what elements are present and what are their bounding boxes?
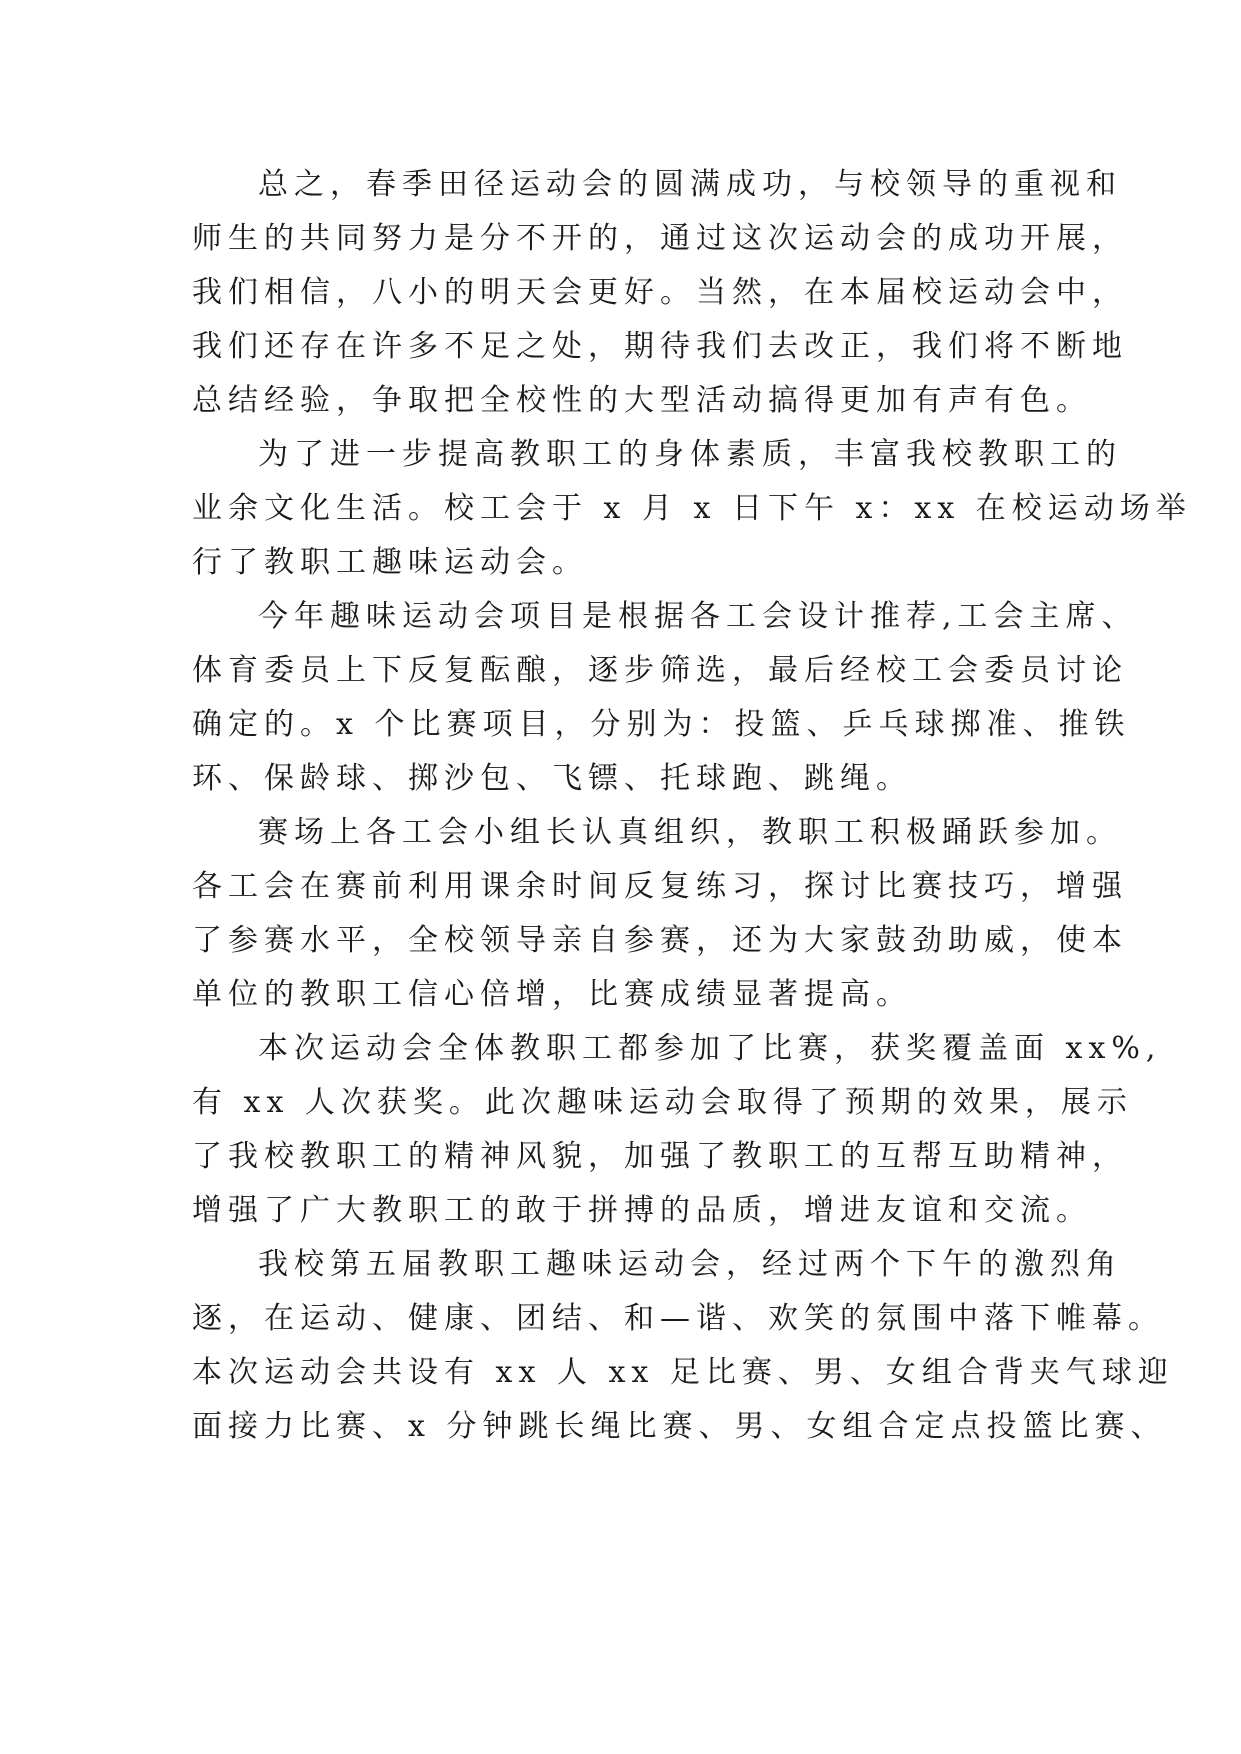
text-line: 本次运动会全体教职工都参加了比赛，获奖覆盖面 xx%, [258, 1031, 1162, 1066]
text-line: 行了教职工趣味运动会。 [192, 545, 588, 580]
text-line: 赛场上各工会小组长认真组织，教职工积极踊跃参加。 [258, 815, 1122, 850]
text-line: 各工会在赛前利用课余时间反复练习，探讨比赛技巧，增强 [192, 869, 1128, 904]
text-line: 有 xx 人次获奖。此次趣味运动会取得了预期的效果，展示 [192, 1085, 1133, 1120]
text-line: 我校第五届教职工趣味运动会，经过两个下午的激烈角 [258, 1247, 1122, 1282]
text-line: 单位的教职工信心倍增，比赛成绩显著提高。 [192, 977, 912, 1012]
text-line: 体育委员上下反复酝酿，逐步筛选，最后经校工会委员讨论 [192, 653, 1128, 688]
text-line: 为了进一步提高教职工的身体素质，丰富我校教职工的 [258, 437, 1122, 472]
text-line: 逐，在运动、健康、团结、和—谐、欢笑的氛围中落下帷幕。 [192, 1301, 1164, 1336]
paragraph-venue [192, 806, 1128, 1022]
text-line: 确定的。x 个比赛项目，分别为：投篮、乒乓球掷准、推铁 [192, 707, 1131, 742]
text-line: 本次运动会共设有 xx 人 xx 足比赛、男、女组合背夹气球迎 [192, 1355, 1174, 1390]
paragraph-summary [192, 158, 1128, 428]
text-line: 我们还存在许多不足之处，期待我们去改正，我们将不断地 [192, 329, 1128, 364]
text-line: 今年趣味运动会项目是根据各工会设计推荐,工会主席、 [258, 599, 1138, 634]
text-line: 增强了广大教职工的敢于拼搏的品质，增进友谊和交流。 [192, 1193, 1092, 1228]
text-line: 了参赛水平，全校领导亲自参赛，还为大家鼓劲助威，使本 [192, 923, 1128, 958]
paragraph-events [192, 590, 1138, 806]
text-line: 总结经验，争取把全校性的大型活动搞得更加有声有色。 [192, 383, 1092, 418]
paragraph-results [192, 1022, 1162, 1238]
document-body [192, 158, 1192, 1454]
text-line: 了我校教职工的精神风貌，加强了教职工的互帮互助精神， [192, 1139, 1128, 1174]
text-line: 总之，春季田径运动会的圆满成功，与校领导的重视和 [258, 167, 1122, 202]
text-line: 师生的共同努力是分不开的，通过这次运动会的成功开展， [192, 221, 1128, 256]
paragraph-purpose [192, 428, 1192, 590]
text-line: 业余文化生活。校工会于 x 月 x 日下午 x：xx 在校运动场举 [192, 491, 1192, 526]
text-line: 面接力比赛、x 分钟跳长绳比赛、男、女组合定点投篮比赛、 [192, 1409, 1167, 1444]
text-line: 环、保龄球、掷沙包、飞镖、托球跑、跳绳。 [192, 761, 912, 796]
text-line: 我们相信，八小的明天会更好。当然，在本届校运动会中， [192, 275, 1128, 310]
paragraph-fifth-games [192, 1238, 1174, 1454]
